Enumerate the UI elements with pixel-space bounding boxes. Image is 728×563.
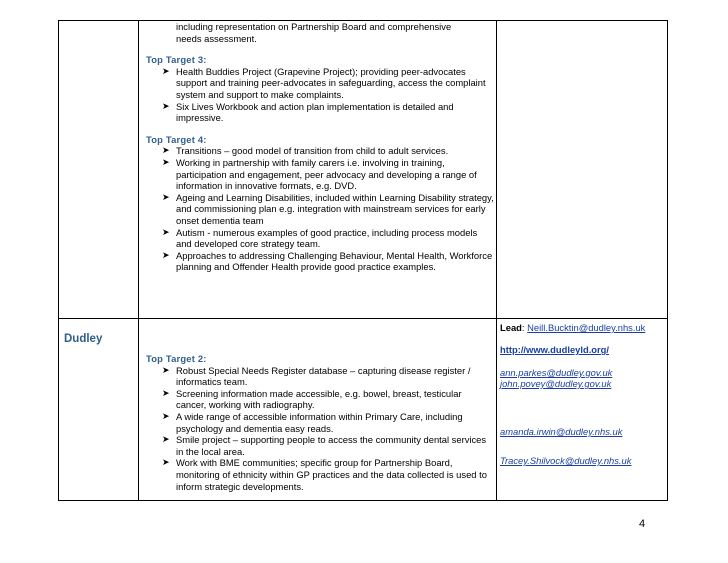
arrow-bullet-icon: ➤ [162, 249, 170, 260]
arrow-bullet-icon: ➤ [162, 226, 170, 237]
list-item: ➤ Approaches to addressing Challenging Behaviour, Mental Health, Workforce planning and Offender Health provide good practice examples. [162, 249, 493, 273]
target-4-heading: Top Target 4: [146, 133, 207, 145]
email-contact-4 [500, 455, 631, 467]
table-right-border [667, 20, 668, 501]
email-contact-1 [500, 367, 612, 379]
table-bottom-border [58, 500, 668, 501]
website-contact [500, 344, 609, 356]
list-item: ➤ Robust Special Needs Register database – capturing disease register / informatics team. [162, 364, 471, 388]
list-item: ➤ Transitions – good model of transition from child to adult services. [162, 145, 449, 157]
list-item: ➤ A wide range of accessible information within Primary Care, including psychology and dementia easy reads. [162, 410, 463, 434]
list-item: ➤ Smile project – supporting people to access the community dental services in the local area. [162, 434, 487, 457]
email-link[interactable]: Tracey.Shilvock@dudley.nhs.uk [500, 455, 632, 466]
website-link[interactable]: http://www.dudleyld.org/ [500, 344, 610, 355]
table-left-border [58, 20, 59, 501]
area-name-dudley: Dudley [64, 333, 103, 345]
target-4-list [157, 145, 494, 273]
lead-label: Lead [500, 322, 522, 333]
page-number: 4 [639, 518, 646, 530]
lead-contact: Lead: Neill.Bucktin@dudley.nhs.uk [500, 322, 646, 333]
previous-area-content [146, 21, 494, 273]
continued-line-1: including representation on Partnership Board and comprehensive [176, 21, 452, 32]
row-divider [58, 318, 668, 319]
email-contact-3 [500, 426, 622, 438]
arrow-bullet-icon: ➤ [162, 100, 170, 111]
continued-text [176, 21, 494, 44]
email-contact-2 [500, 378, 611, 390]
arrow-bullet-icon: ➤ [162, 387, 170, 398]
arrow-bullet-icon: ➤ [162, 191, 170, 202]
list-item: ➤ Health Buddies Project (Grapevine Project); providing peer-advocates support and training peer-advocates in safeguarding, access the complaint system and support to make complaints. [162, 65, 486, 100]
list-item: ➤ Autism - numerous examples of good practice, including process models and developed core strategy team. [162, 226, 478, 250]
arrow-bullet-icon: ➤ [162, 145, 170, 156]
target-2-list [157, 365, 494, 493]
lead-email-link[interactable]: Neill.Bucktin@dudley.nhs.uk [527, 322, 646, 333]
list-item: ➤ Six Lives Workbook and action plan implementation is detailed and impressive. [162, 100, 454, 124]
target-2-heading: Top Target 2: [146, 353, 207, 364]
arrow-bullet-icon: ➤ [162, 65, 170, 76]
dudley-content [146, 353, 494, 492]
list-item: ➤ Ageing and Learning Disabilities, included within Learning Disability strategy, and commissioning plan e.g. integration with mainstream services for early onset dementia team [162, 191, 494, 226]
target-3-heading: Top Target 3: [146, 54, 207, 66]
email-link[interactable]: john.povey@dudley.gov.uk [500, 378, 612, 389]
column-divider-1 [138, 20, 139, 501]
list-item: ➤ Work with BME communities; specific group for Partnership Board, monitoring of ethnicity within GP practices and the data collected is used to inform strategic developments. [162, 457, 487, 492]
continued-line-2: needs assessment. [176, 32, 257, 44]
list-item: ➤ Working in partnership with family carers i.e. involving in training, participation and engagement, peer advocacy and developing a range of information in innovative formats, e.g. DVD. [162, 156, 477, 192]
list-item: ➤ Screening information made accessible, e.g. bowel, breast, testicular cancer, working with radiography. [162, 387, 462, 411]
arrow-bullet-icon: ➤ [162, 410, 170, 421]
email-link[interactable]: amanda.irwin@dudley.nhs.uk [500, 426, 623, 437]
target-3-list [157, 66, 494, 124]
arrow-bullet-icon: ➤ [162, 457, 170, 468]
column-divider-2 [496, 20, 497, 501]
arrow-bullet-icon: ➤ [162, 364, 170, 375]
arrow-bullet-icon: ➤ [162, 434, 170, 445]
arrow-bullet-icon: ➤ [162, 156, 170, 167]
email-link[interactable]: ann.parkes@dudley.gov.uk [500, 367, 613, 378]
